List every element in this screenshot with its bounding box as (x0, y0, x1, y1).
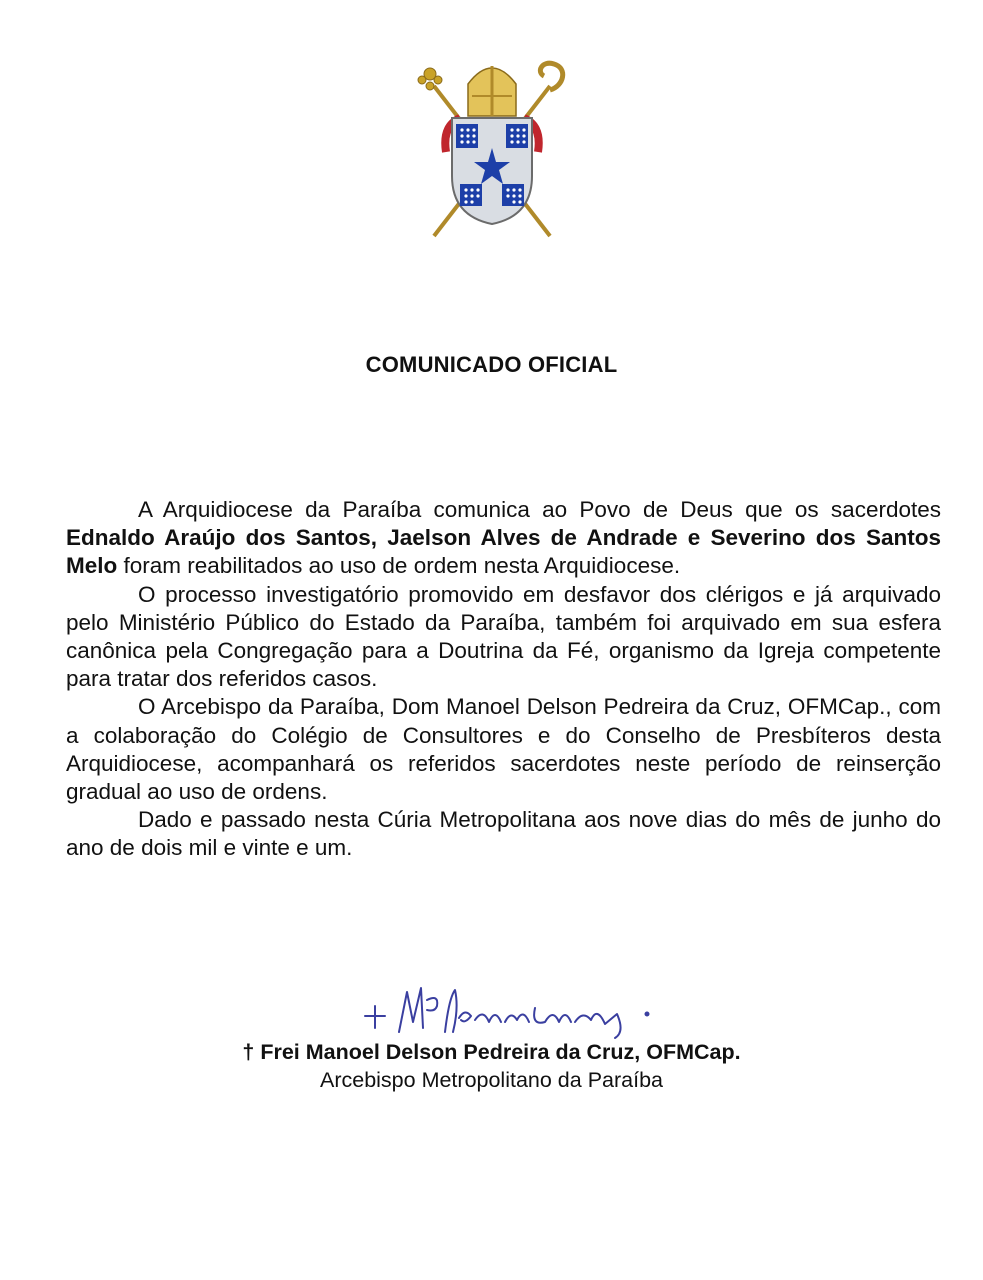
signer-name: † Frei Manoel Delson Pedreira da Cruz, OFMCap. (242, 1040, 741, 1064)
document-body (66, 496, 941, 863)
signer-role: Arcebispo Metropolitano da Paraíba (319, 1068, 663, 1092)
page-title: COMUNICADO OFICIAL (365, 352, 618, 377)
paragraph-1 (66, 496, 941, 581)
paragraph-1-text-a: A Arquidiocese da Paraíba comunica ao Povo de Deus que os sacerdotes (138, 497, 941, 522)
paragraph-1-text-b: foram reabilitados ao uso de ordem nesta Arquidiocese. (117, 553, 681, 579)
archdiocese-coat-of-arms-icon (412, 56, 572, 242)
paragraph-3: O Arcebispo da Paraíba, Dom Manoel Delson Pedreira da Cruz, OFMCap., com a colaboração do Colégio de Consultores e do Conselho de Presbíteros desta Arquidiocese, acompanhará os referidos sacerdotes neste período de reinserção gradual ao uso de ordens. (66, 694, 941, 805)
paragraph-4: Dado e passado nesta Cúria Metropolitana aos nove dias do mês de junho do ano de dois mil e vinte e um. (66, 807, 941, 861)
handwritten-signature-icon (355, 978, 665, 1048)
priest-names: Ednaldo Araújo dos Santos, Jaelson Alves de Andrade e Severino dos Santos Melo (66, 525, 941, 579)
paragraph-2: O processo investigatório promovido em desfavor dos clérigos e já arquivado pelo Ministério Público do Estado da Paraíba, também foi arquivado em sua esfera canônica pela Congregação para a Doutrina da Fé, organismo da Igreja competente para tratar dos referidos casos. (66, 581, 941, 692)
